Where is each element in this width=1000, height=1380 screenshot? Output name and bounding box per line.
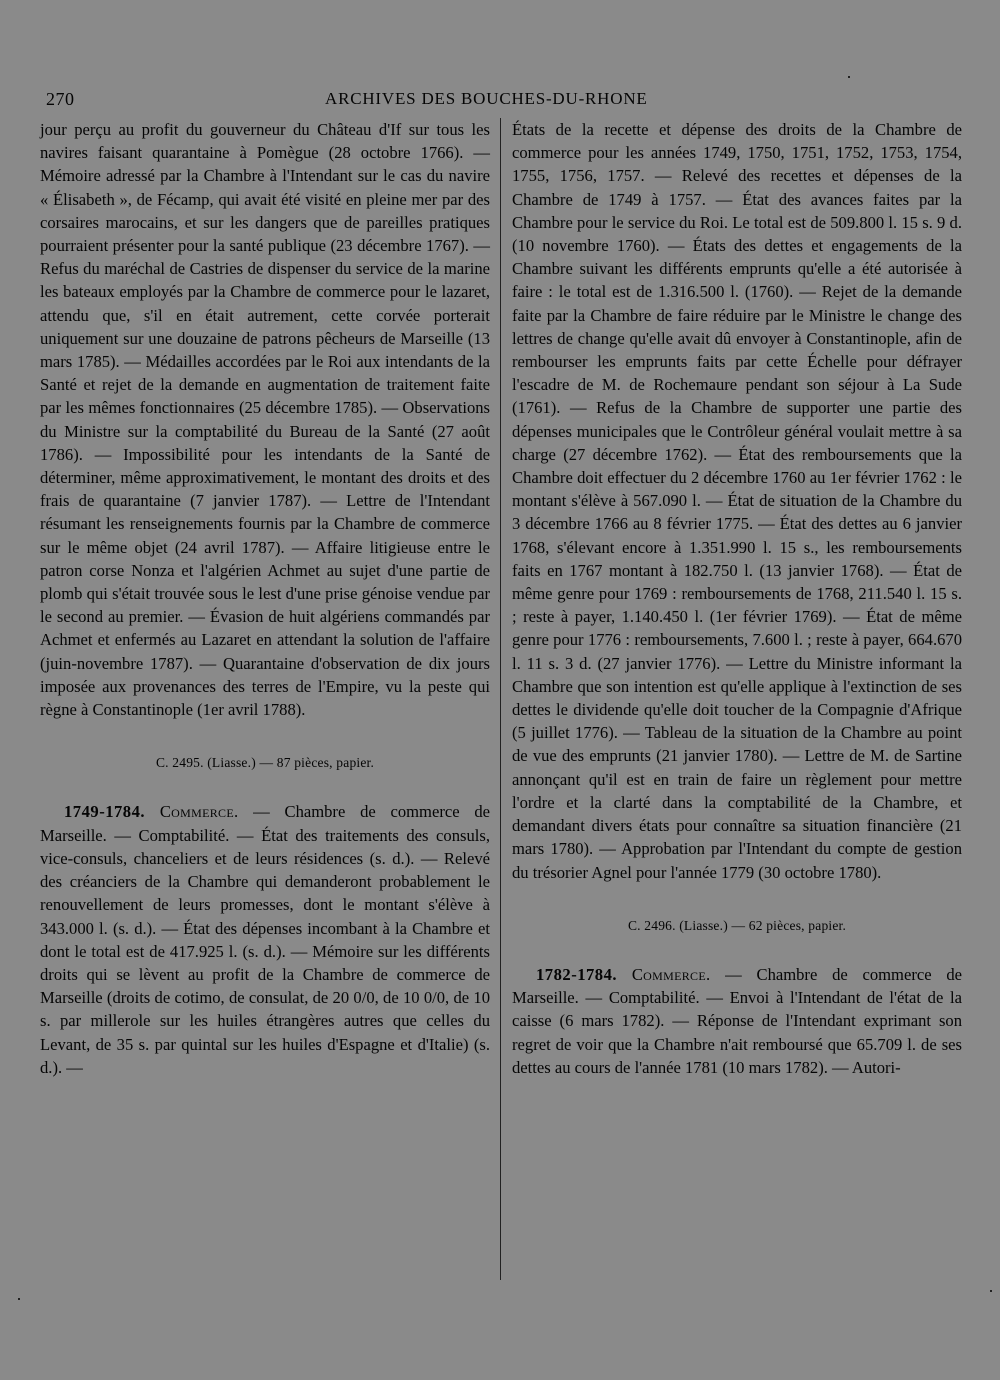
cote-c2495: C. 2495. (Liasse.) — 87 pièces, papier. <box>155 755 375 771</box>
scan-speck <box>990 1290 992 1292</box>
left-column <box>40 118 490 1079</box>
running-head: ARCHIVES DES BOUCHES-DU-RHONE <box>325 89 648 108</box>
cote-c2496: C. 2496. (Liasse.) — 62 pièces, papier. <box>627 917 847 933</box>
column-rule <box>500 118 501 1280</box>
page-number: 270 <box>46 89 75 109</box>
left-continuation-paragraph: jour perçu au profit du gouverneur du Château d'If sur tous les navires faisant quarantaine à Pomègue (28 octobre 1766). — Mémoire adressé par la Chambre à l'Intendant sur le cas du navire « Élisabeth », de Fécamp, qui avait été visité en pleine mer par des corsaires marocains, et sur les dangers que de pareilles pratiques pourraient présenter pour la santé publique (23 décembre 1767). — Refus du maréchal de Castries de dispenser du service de la marine les bateaux employés par la Chambre de commerce pour le lazaret, attendu que, s'il en était autrement, cette corvée porterait uniquement sur une douzaine de patrons pêcheurs de Marseille (13 mars 1785). — Médailles accordées par le Roi aux intendants de la Santé et rejet de la demande en augmentation de traitement faite par les mêmes fonctionnaires (25 décembre 1785). — Observations du Ministre sur la comptabilité du Bureau de la Santé (27 août 1786). — Impossibilité pour les intendants de la Santé de déterminer, même approximativement, le montant des droits et des frais de quarantaine (7 janvier 1787). — Lettre de l'Intendant résumant les renseignements fournis par la Chambre de commerce sur le même objet (24 avril 1787). — Affaire litigieuse entre le patron corse Nonza et l'algérien Achmet au sujet d'une partie de plomb qui s'était trouvée sous le lest d'une prise génoise vendue par le second au premier. — Évasion de huit algériens commandés par Achmet et enfermés au Lazaret en attendant la solution de l'affaire (juin-novembre 1787). — Quarantaine d'observation de dix jours imposée aux provenances des terres de l'Empire, vu la peste qui règne à Constantinople (1er avril 1788). <box>40 120 490 720</box>
entry-date: 1749-1784. <box>64 802 146 822</box>
entry-c2495 <box>40 800 490 1078</box>
entry-series: Commerce. <box>159 802 239 822</box>
entry-text: — Chambre de commerce de Marseille. — Comptabilité. — État des traitements des consuls, vice-consuls, chanceliers et de leurs résidences (s. d.). — Relevé des créanciers de la Chambre qui demanderont probablement le renouvellement de leurs promesses, dont le montant s'élève à 343.000 l. (s. d.). — État des dépenses incombant à la Chambre et dont le total est de 417.925 l. (s. d.). — Mémoire sur les différents droits qui se lèvent au profit de la Chambre de commerce de Marseille (droits de cotimo, de consulat, de 20 0/0, de 10 0/0, de 10 s. par millerole sur les huiles étrangères autres que celles du Levant, de 35 s. par quintal sur les huiles d'Espagne et d'Italie) (s. d.). — <box>40 802 490 1077</box>
entry-c2496 <box>512 963 962 1079</box>
right-column <box>512 118 962 1079</box>
right-continuation-paragraph: États de la recette et dépense des droits de la Chambre de commerce pour les années 1749, 1750, 1751, 1752, 1753, 1754, 1755, 1756, 1757. — Relevé des recettes et dépenses de la Chambre de 1749 à 1757. — État des avances faites par la Chambre pour le service du Roi. Le total est de 509.800 l. 15 s. 9 d. (10 novembre 1760). — États des dettes et engagements de la Chambre suivant les différents emprunts qu'elle a été autorisée à faire : le total est de 1.316.500 l. (1760). — Rejet de la demande faite par la Chambre de faire réduire par le Ministre le change des lettres de change qu'elle avait dû envoyer à Constantinople, afin de rembourser les emprunts faits par cette Échelle pour défrayer l'escadre de M. de Rochemaure pendant son séjour à La Sude (1761). — Refus de la Chambre de supporter une partie des dépenses municipales que le Contrôleur général voulait mettre à sa charge (27 décembre 1762). — État des remboursements que la Chambre doit effectuer du 2 décembre 1760 au 1er février 1762 : le montant s'élève à 567.090 l. — État de situation de la Chambre du 3 décembre 1766 au 8 février 1775. — État des dettes au 6 janvier 1768, s'élevant encore à 1.351.990 l. 15 s., les remboursements faits en 1767 montant à 182.750 l. (13 janvier 1768). — État de même genre pour 1769 : remboursements de 1768, 211.540 l. 15 s. ; reste à payer, 1.140.450 l. (1er février 1769). — État de même genre pour 1776 : remboursements, 7.600 l. ; reste à payer, 664.670 l. 11 s. 3 d. (27 janvier 1776). — Lettre du Ministre informant la Chambre que son intention est qu'elle applique à l'extinction de ses dettes le dividende qu'elle doit toucher de la Compagnie d'Afrique (5 juillet 1776). — Tableau de la situation de la Chambre au point de vue des emprunts (21 janvier 1780). — Lettre de M. de Sartine annonçant qu'il est en train de faire un règlement pour mettre l'ordre et la clarté dans la comptabilité de la Chambre, et demandant divers états pour connaître sa situation financière (21 mars 1780). — Approbation par l'Intendant du compte de gestion du trésorier Agnel pour l'année 1779 (30 octobre 1780). <box>512 120 962 882</box>
scan-speck <box>848 76 850 78</box>
scan-speck <box>18 1298 20 1300</box>
entry-series: Commerce. <box>631 964 711 984</box>
entry-date: 1782-1784. <box>536 964 618 984</box>
entry-text: — Chambre de commerce de Marseille. — Comptabilité. — Envoi à l'Intendant de l'état de la caisse (6 mars 1782). — Réponse de l'Intendant exprimant son regret de voir que la Chambre n'ait remboursé que 65.709 l. de ses dettes au cours de l'année 1781 (10 mars 1782). — Autori- <box>512 964 962 1077</box>
